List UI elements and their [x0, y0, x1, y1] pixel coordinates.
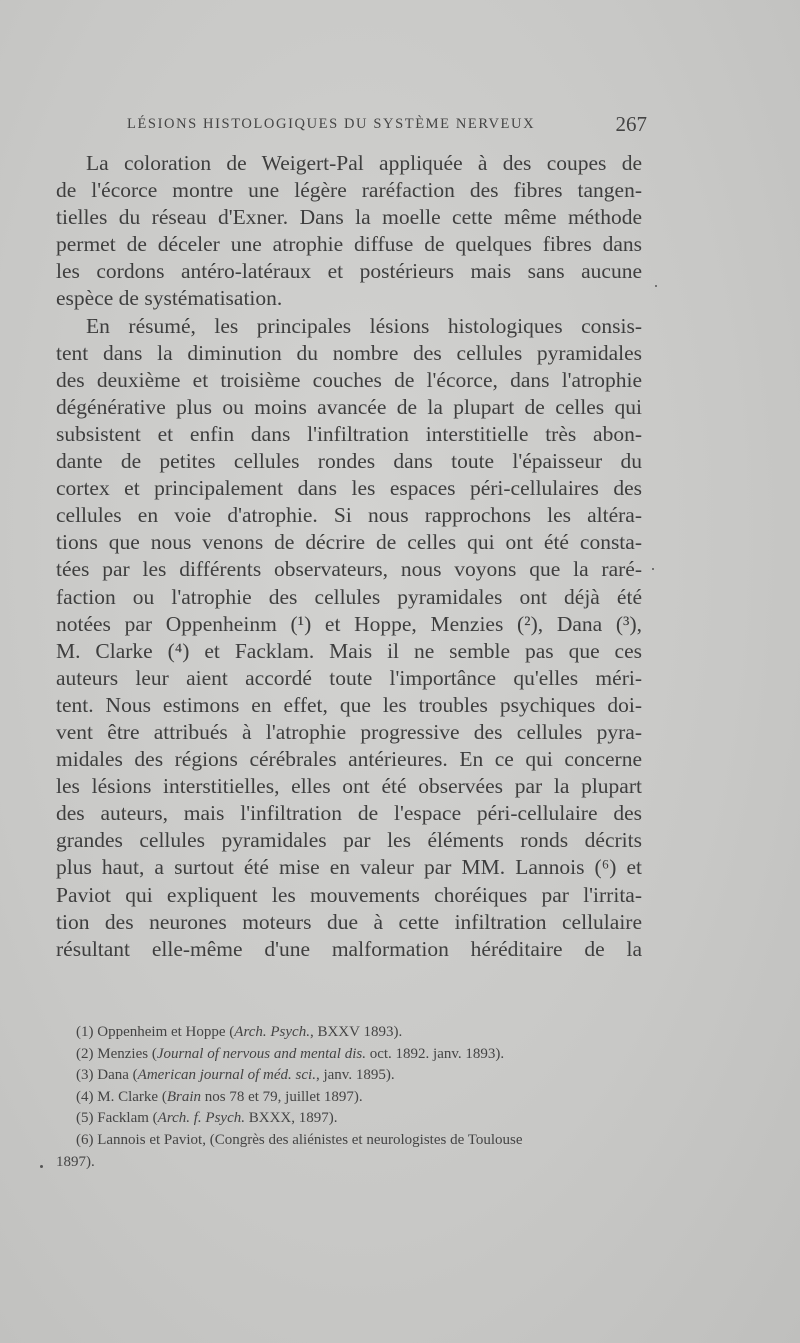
text-line: les cordons antéro-latéraux et postérieurs mais sans aucune — [56, 259, 642, 284]
text-line: midales des régions cérébrales antérieures. En ce qui concerne — [56, 747, 642, 772]
text-line: auteurs leur aient accordé toute l'importânce qu'elles méri- — [56, 665, 642, 690]
text-line: cellules en voie d'atrophie. Si nous rapprochons les altéra- — [56, 503, 642, 528]
text-line: notées par Oppenheinm (¹) et Hoppe, Menzies (²), Dana (³), — [56, 611, 642, 636]
text-line: des deuxième et troisième couches de l'écorce, dans l'atrophie — [56, 367, 642, 392]
text-line: tent. Nous estimons en effet, que les troubles psychiques doi- — [56, 692, 642, 717]
text-line: espèce de systématisation. — [56, 286, 283, 311]
text-line: les lésions interstitielles, elles ont été observées par la plupart — [56, 774, 642, 799]
text-line: des auteurs, mais l'infiltration de l'espace péri-cellulaire des — [56, 801, 642, 826]
footnote-5: (5) Facklam (Arch. f. Psych. BXXX, 1897). — [76, 1110, 338, 1127]
page-header — [127, 112, 647, 142]
footnote-1: (1) Oppenheim et Hoppe (Arch. Psych., BXXV 1893). — [76, 1024, 403, 1040]
text-line: permet de déceler une atrophie diffuse de quelques fibres dans — [56, 232, 642, 257]
page-number: 267 — [615, 112, 647, 136]
footnote-4: (4) M. Clarke (Brain nos 78 et 79, juillet 1897). — [76, 1088, 363, 1105]
text-line: dégénérative plus ou moins avancée de la plupart de celles qui — [56, 394, 642, 419]
text-line: tent dans la diminution du nombre des cellules pyramidales — [56, 340, 642, 365]
body-text — [56, 150, 642, 963]
text-line: faction ou l'atrophie des cellules pyramidales ont déjà été — [56, 584, 642, 609]
text-line: vent être attribués à l'atrophie progressive des cellules pyra- — [56, 719, 642, 744]
text-line: M. Clarke (⁴) et Facklam. Mais il ne semble pas que ces — [56, 638, 642, 663]
text-line: de l'écorce montre une légère raréfaction des fibres tangen- — [56, 178, 642, 203]
footnote-6: (6) Lannois et Paviot, (Congrès des aliénistes et neurologistes de Toulouse — [76, 1131, 523, 1148]
running-title: LÉSIONS HISTOLOGIQUES DU SYSTÈME NERVEUX — [127, 116, 536, 132]
footnote-3: (3) Dana (American journal of méd. sci., janv. 1895). — [76, 1067, 395, 1084]
footnote-6-continued: 1897). — [56, 1153, 95, 1170]
text-line: tielles du réseau d'Exner. Dans la moelle cette même méthode — [56, 205, 642, 230]
text-line: tées par les différents observateurs, nous voyons que la raré- — [56, 557, 642, 582]
text-line: En résumé, les principales lésions histologiques consis- — [86, 313, 642, 338]
print-speck — [652, 568, 654, 570]
text-line: tions que nous venons de décrire de celles qui ont été consta- — [56, 530, 642, 555]
text-line: cortex et principalement dans les espaces péri-cellulaires des — [56, 476, 642, 501]
text-line: La coloration de Weigert-Pal appliquée à des coupes de — [86, 151, 642, 175]
text-line: tion des neurones moteurs due à cette infiltration cellulaire — [56, 909, 642, 934]
print-speck — [40, 1165, 43, 1168]
text-line: subsistent et enfin dans l'infiltration interstitielle très abon- — [56, 421, 642, 446]
footnotes — [56, 1022, 646, 1173]
footnote-2: (2) Menzies (Journal of nervous and mental dis. oct. 1892. janv. 1893). — [76, 1045, 505, 1062]
text-line: Paviot qui expliquent les mouvements choréiques par l'irrita- — [56, 882, 642, 907]
text-line: résultant elle-même d'une malformation héréditaire de la — [56, 936, 642, 961]
text-line: grandes cellules pyramidales par les éléments ronds décrits — [56, 828, 642, 853]
text-line: plus haut, a surtout été mise en valeur par MM. Lannois (⁶) et — [56, 855, 642, 880]
text-line: dante de petites cellules rondes dans toute l'épaisseur du — [56, 449, 642, 474]
print-speck — [655, 285, 657, 287]
